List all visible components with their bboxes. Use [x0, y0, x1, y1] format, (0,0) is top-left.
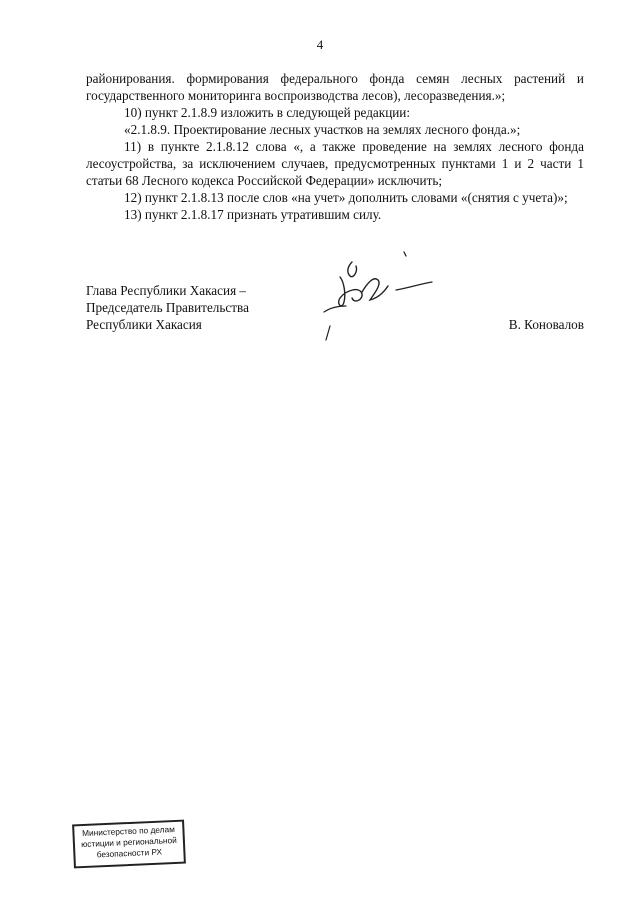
- paragraph-item-11: 11) в пункте 2.1.8.12 слова «, а также проведение на землях лесного фонда лесоустройства, за исключением случаев, предусмотренных пунктами 1 и 2 части 1 статьи 68 Лесного кодекса Российской Федерации» исключить;: [86, 139, 584, 188]
- stamp-line: юстиции и региональной: [80, 834, 177, 850]
- registration-stamp: [72, 820, 186, 869]
- stamp-line: Министерство по делам: [81, 823, 175, 839]
- signatory-title-line: Республики Хакасия: [86, 317, 202, 332]
- paragraph-item-13: 13) пункт 2.1.8.17 признать утратившим силу.: [124, 207, 382, 222]
- signatory-title-line: Председатель Правительства: [86, 300, 249, 315]
- handwritten-signature: [300, 242, 450, 352]
- paragraph-continuation: районирования. формирования федерального фонда семян лесных растений и государственного мониторинга воспроизводства лесов), лесоразведения.»;: [86, 71, 584, 103]
- paragraph-item-10: 10) пункт 2.1.8.9 изложить в следующей редакции:: [124, 105, 411, 120]
- signatory-title-line: Глава Республики Хакасия –: [86, 283, 247, 298]
- signer-name: В. Коновалов: [508, 317, 584, 332]
- stamp-line: безопасности РХ: [96, 846, 163, 860]
- paragraph-item-12: 12) пункт 2.1.8.13 после слов «на учет» дополнить словами «(снятия с учета)»;: [124, 190, 568, 205]
- paragraph-item-10-text: «2.1.8.9. Проектирование лесных участков на землях лесного фонда.»;: [124, 122, 521, 137]
- document-body: [86, 70, 584, 223]
- page-number: 4: [316, 37, 324, 52]
- signatory-title: [86, 282, 249, 333]
